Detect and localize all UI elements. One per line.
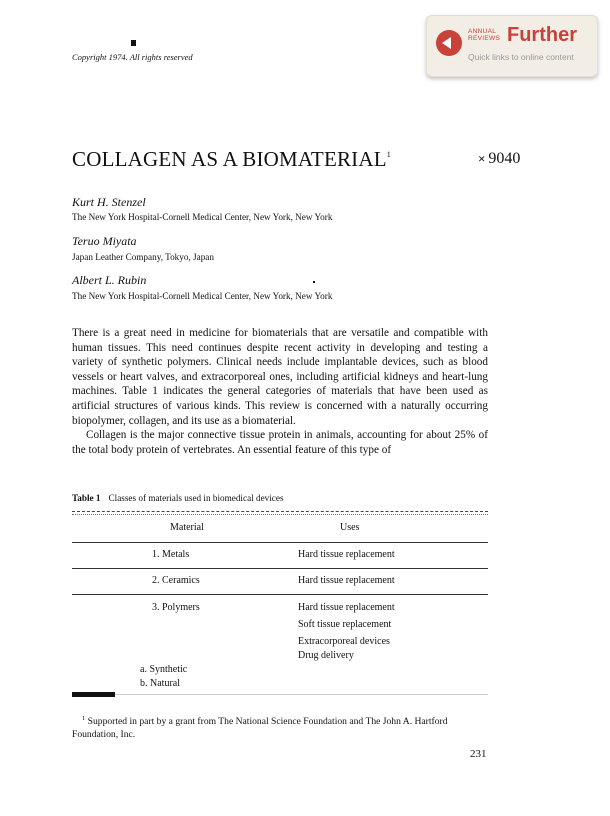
table-caption xyxy=(72,493,284,503)
table-cell-material: 1. Metals xyxy=(152,549,190,560)
author-affiliation: The New York Hospital-Cornell Medical Center, New York, New York xyxy=(72,212,333,222)
table-top-rule xyxy=(72,514,488,515)
table-label: Table 1 xyxy=(72,493,101,503)
table-bottom-rule xyxy=(115,694,488,695)
badge-reviews-text: REVIEWS xyxy=(468,35,501,42)
footnote xyxy=(72,712,492,741)
table-rule xyxy=(72,542,488,543)
badge-quick-links[interactable]: Quick links to online content xyxy=(468,52,574,62)
body-text xyxy=(72,326,488,457)
table-bottom-bar xyxy=(72,692,115,697)
table-header-uses: Uses xyxy=(340,522,360,533)
title-text: COLLAGEN AS A BIOMATERIAL xyxy=(72,147,387,171)
title-footnote-mark: 1 xyxy=(386,150,391,159)
further-badge[interactable] xyxy=(426,15,598,77)
table-top-rule xyxy=(72,511,488,512)
table-cell-uses: Drug delivery xyxy=(298,650,354,661)
page-number: 231 xyxy=(470,748,487,760)
table-cell-material: 3. Polymers xyxy=(152,602,200,613)
table-caption-text: Classes of materials used in biomedical devices xyxy=(108,493,284,503)
author-name: Albert L. Rubin xyxy=(72,273,147,287)
table-header-material: Material xyxy=(170,522,204,533)
author-name: Teruo Miyata xyxy=(72,234,137,248)
table-rule xyxy=(72,568,488,569)
scan-speck xyxy=(313,281,315,283)
footnote-text: Supported in part by a grant from The National Science Foundation and The John A. Hartford Foundation, Inc. xyxy=(72,716,448,741)
badge-annual-text: ANNUAL xyxy=(468,28,497,35)
table-rule xyxy=(72,594,488,595)
table-cell-uses: Extracorporeal devices xyxy=(298,636,390,647)
copyright-notice: Copyright 1974. All rights reserved xyxy=(72,52,193,62)
table-cell-uses: Hard tissue replacement xyxy=(298,602,395,613)
article-title xyxy=(72,147,391,172)
table-cell-uses: Soft tissue replacement xyxy=(298,619,392,630)
table-cell-uses: Hard tissue replacement xyxy=(298,549,395,560)
code-number: 9040 xyxy=(488,150,521,167)
author-affiliation: The New York Hospital-Cornell Medical Center, New York, New York xyxy=(72,291,333,301)
paragraph: Collagen is the major connective tissue protein in animals, accounting for about 25% of the total body protein of vertebrates. An essential feature of this type of xyxy=(72,429,488,456)
badge-further-text[interactable]: Further xyxy=(507,24,577,46)
paragraph: There is a great need in medicine for biomaterials that are versatile and compatible with human tissues. This need continues despite recent activity in developing and testing a variety of synthetic polymers. Clinical needs include implantable devices, such as blood vessels or heart valves, and extracorporeal ones, including artificial kidneys and heart-lung machines. Table 1 indicates the general categories of materials that have been used as artificial structures of various kinds. This review is concerned with a naturally occurring biopolymer, collagen, and its use as a biomaterial. xyxy=(72,327,488,427)
table-subitem: a. Synthetic xyxy=(140,664,188,675)
table-cell-material: 2. Ceramics xyxy=(152,575,200,586)
scan-mark xyxy=(131,40,136,46)
footnote-mark: 1 xyxy=(82,715,86,722)
table-cell-uses: Hard tissue replacement xyxy=(298,575,395,586)
author-name: Kurt H. Stenzel xyxy=(72,195,146,209)
back-arrow-icon[interactable] xyxy=(436,30,462,56)
author-affiliation: Japan Leather Company, Tokyo, Japan xyxy=(72,252,214,262)
table-subitem: b. Natural xyxy=(140,678,180,689)
article-code xyxy=(478,150,520,168)
code-symbol: × xyxy=(478,151,486,166)
